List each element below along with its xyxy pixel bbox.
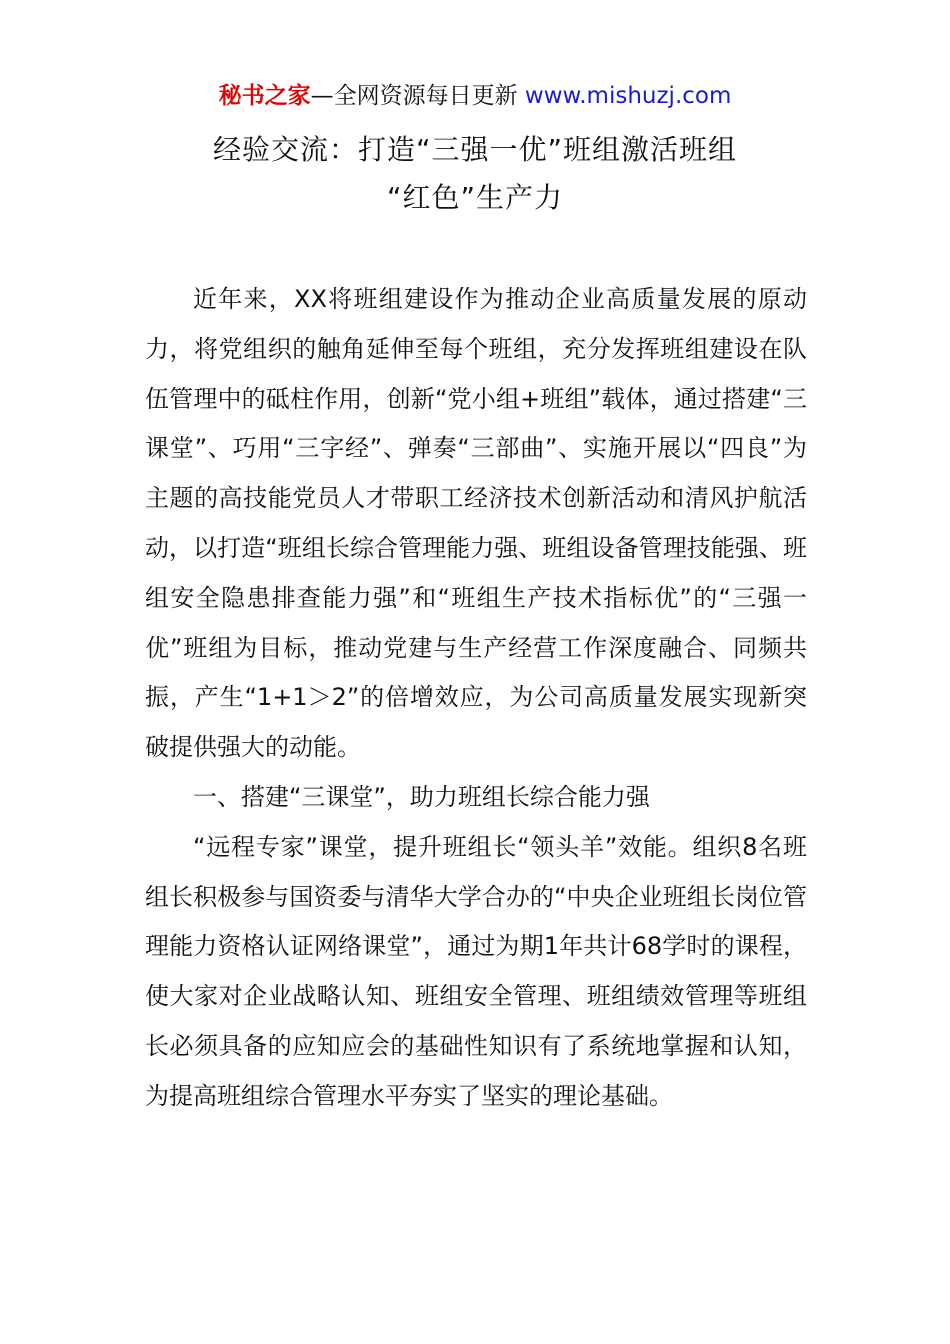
intro-paragraph: 近年来，XX将班组建设作为推动企业高质量发展的原动力，将党组织的触角延伸至每个班组，充分发挥班组建设在队伍管理中的砥柱作用，创新“党小组+班组”载体，通过搭建“三课堂”、巧用“三字经”、弹奏“三部曲”、实施开展以“四良”为主题的高技能党员人才带职工经济技术创新活动和清风护航活动，以打造“班组长综合管理能力强、班组设备管理技能强、班组安全隐患排查能力强”和“班组生产技术指标优”的“三强一优”班组为目标，推动党建与生产经营工作深度融合、同频共振，产生“1+1＞2”的倍增效应，为公司高质量发展实现新突破提供强大的动能。 [145, 285, 807, 762]
body-paragraph: “远程专家”课堂，提升班组长“领头羊”效能。组织8名班组长积极参与国资委与清华大学合办的“中央企业班组长岗位管理能力资格认证网络课堂”，通过为期1年共计68学时的课程，使大家对企业战略认知、班组安全管理、班组绩效管理等班组长必须具备的应知应会的基础性知识有了系统地掌握和认知，为提高班组综合管理水平夯实了坚实的理论基础。 [145, 832, 807, 1110]
document-body [145, 275, 807, 1122]
document-title [0, 126, 950, 222]
title-line-2: “红色”生产力 [386, 181, 563, 214]
site-brand: 秘书之家 [218, 83, 311, 109]
title-line-1: 经验交流：打造“三强一优”班组激活班组 [212, 133, 737, 166]
site-tagline: —全网资源每日更新 [310, 83, 525, 109]
site-url-link[interactable]: www.mishuzj.com [524, 83, 732, 109]
section-heading: 一、搭建“三课堂”，助力班组长综合能力强 [193, 782, 650, 811]
site-header [0, 80, 950, 112]
